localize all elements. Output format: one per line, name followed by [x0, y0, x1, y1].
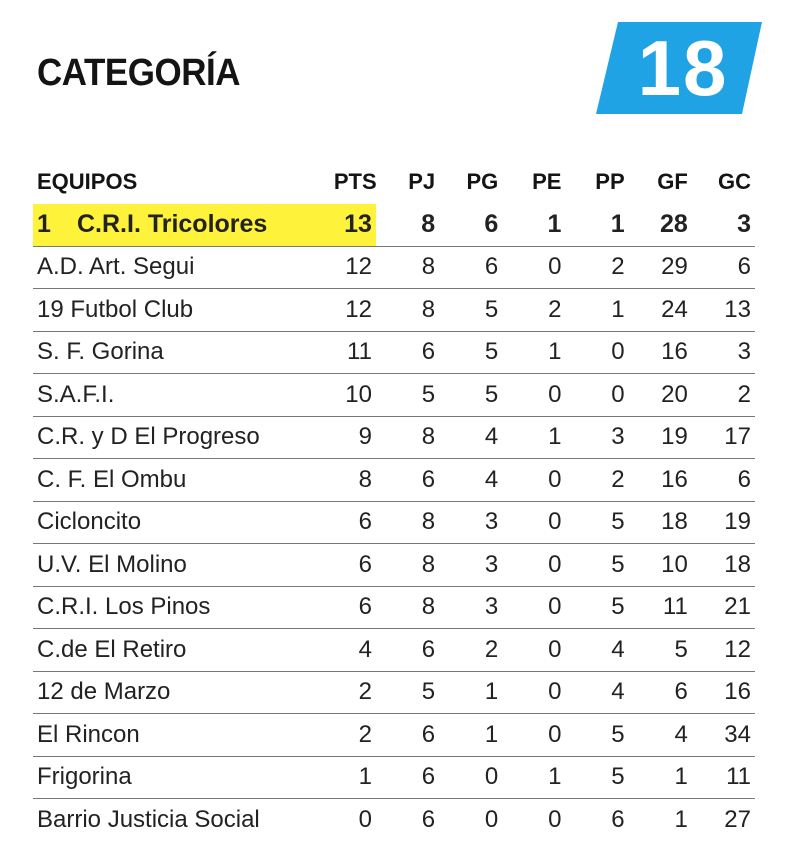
leader-team-name: C.R.I. Tricolores [77, 210, 268, 239]
stat-gc: 18 [692, 544, 755, 587]
table-row [33, 544, 755, 587]
leader-gc: 3 [737, 210, 751, 239]
stat-gc: 34 [692, 714, 755, 757]
stat-pj: 6 [376, 756, 439, 799]
stat-gf: 18 [629, 501, 692, 544]
stat-pts: 2 [334, 714, 376, 757]
stat-pg: 1 [439, 714, 502, 757]
category-number: 18 [637, 23, 729, 112]
stat-pe: 2 [502, 289, 565, 332]
table-row [33, 289, 755, 332]
stat-pg: 0 [439, 756, 502, 799]
page-title: CATEGORÍA [37, 52, 241, 94]
team-name: C.R. y D El Progreso [33, 416, 334, 459]
team-name: El Rincon [33, 714, 334, 757]
stat-gf: 6 [629, 671, 692, 714]
stat-pe: 0 [502, 246, 565, 289]
stat-gc: 2 [692, 374, 755, 417]
team-name: A.D. Art. Segui [33, 246, 334, 289]
stat-pj: 8 [376, 544, 439, 587]
stat-gc: 3 [692, 331, 755, 374]
leader-pg: 6 [484, 210, 499, 239]
leader-team-cell [33, 204, 334, 246]
team-name: 19 Futbol Club [33, 289, 334, 332]
stat-pe: 0 [502, 799, 565, 841]
table-row [33, 586, 755, 629]
stat-pts: 6 [334, 544, 376, 587]
stat-pj: 8 [376, 586, 439, 629]
table-row [33, 459, 755, 502]
stat-gc: 13 [692, 289, 755, 332]
stat-pj: 6 [376, 331, 439, 374]
stat-pp: 5 [565, 756, 628, 799]
table-row [33, 756, 755, 799]
stat-gc: 6 [692, 246, 755, 289]
stat-gc: 27 [692, 799, 755, 841]
stat-gf: 16 [629, 331, 692, 374]
stat-gc: 11 [692, 756, 755, 799]
header-pts: PTS [333, 169, 377, 194]
stat-pp: 0 [565, 331, 628, 374]
stat-gc: 16 [692, 671, 755, 714]
table-row [33, 671, 755, 714]
stat-gf: 1 [629, 756, 692, 799]
stat-pg: 5 [439, 374, 502, 417]
stat-pp: 2 [565, 459, 628, 502]
stat-pp: 5 [565, 714, 628, 757]
team-name: Cicloncito [33, 501, 334, 544]
table-row [33, 416, 755, 459]
stat-gf: 16 [629, 459, 692, 502]
stat-pg: 6 [439, 246, 502, 289]
stat-gc: 17 [692, 416, 755, 459]
stat-pg: 3 [439, 544, 502, 587]
header-pe: PE [532, 169, 562, 194]
stat-pts: 8 [334, 459, 376, 502]
stat-pp: 5 [565, 586, 628, 629]
stat-pg: 3 [439, 586, 502, 629]
stat-pp: 6 [565, 799, 628, 841]
stat-pts: 1 [334, 756, 376, 799]
stat-pe: 0 [502, 544, 565, 587]
stat-pp: 1 [565, 289, 628, 332]
stat-pts: 6 [334, 501, 376, 544]
stat-pp: 4 [565, 629, 628, 672]
stat-pts: 0 [334, 799, 376, 841]
stat-pts: 6 [334, 586, 376, 629]
team-name: C. F. El Ombu [33, 459, 334, 502]
team-name: C.R.I. Los Pinos [33, 586, 334, 629]
stat-gc: 21 [692, 586, 755, 629]
leader-row [33, 204, 755, 246]
stat-pe: 1 [502, 331, 565, 374]
stat-pp: 3 [565, 416, 628, 459]
table-row [33, 246, 755, 289]
stat-pe: 1 [502, 416, 565, 459]
stat-pg: 3 [439, 501, 502, 544]
team-name: U.V. El Molino [33, 544, 334, 587]
stat-pj: 6 [376, 714, 439, 757]
stat-pp: 0 [565, 374, 628, 417]
table-row [33, 374, 755, 417]
stat-gf: 20 [629, 374, 692, 417]
stat-pp: 5 [565, 501, 628, 544]
header-equipos: EQUIPOS [37, 169, 138, 194]
stat-gf: 5 [629, 629, 692, 672]
team-name: Frigorina [33, 756, 334, 799]
leader-pe: 1 [547, 210, 562, 239]
stat-gf: 1 [629, 799, 692, 841]
header-pp: PP [595, 169, 625, 194]
stat-pe: 0 [502, 586, 565, 629]
stat-pj: 8 [376, 246, 439, 289]
table-row [33, 629, 755, 672]
stat-pj: 5 [376, 374, 439, 417]
stat-pe: 0 [502, 501, 565, 544]
header-pj: PJ [408, 169, 436, 194]
stat-gf: 11 [629, 586, 692, 629]
stat-gc: 6 [692, 459, 755, 502]
stat-pg: 5 [439, 331, 502, 374]
stat-pg: 1 [439, 671, 502, 714]
header-gc: GC [718, 169, 751, 194]
stat-pts: 9 [334, 416, 376, 459]
header-row [33, 160, 755, 204]
stat-pg: 5 [439, 289, 502, 332]
stat-pg: 0 [439, 799, 502, 841]
team-name: 12 de Marzo [33, 671, 334, 714]
stat-gc: 12 [692, 629, 755, 672]
stat-pe: 0 [502, 374, 565, 417]
stat-pg: 4 [439, 459, 502, 502]
stat-pj: 5 [376, 671, 439, 714]
leader-gf: 28 [659, 210, 688, 239]
stat-gf: 19 [629, 416, 692, 459]
table-row [33, 501, 755, 544]
stat-pts: 11 [334, 331, 376, 374]
stat-pts: 10 [334, 374, 376, 417]
team-name: C.de El Retiro [33, 629, 334, 672]
leader-pj: 8 [421, 210, 436, 239]
team-name: S.A.F.I. [33, 374, 334, 417]
stat-pts: 2 [334, 671, 376, 714]
stat-pg: 2 [439, 629, 502, 672]
stat-pg: 4 [439, 416, 502, 459]
leader-rank: 1 [37, 210, 51, 239]
stat-pts: 12 [334, 289, 376, 332]
table-row [33, 714, 755, 757]
stat-pts: 4 [334, 629, 376, 672]
leader-pts: 13 [334, 204, 376, 246]
stat-gf: 24 [629, 289, 692, 332]
stat-gc: 19 [692, 501, 755, 544]
stat-pts: 12 [334, 246, 376, 289]
table-row [33, 331, 755, 374]
stat-pe: 1 [502, 756, 565, 799]
stat-pe: 0 [502, 714, 565, 757]
header-pg: PG [466, 169, 499, 194]
header-gf: GF [657, 169, 688, 194]
stat-pj: 8 [376, 501, 439, 544]
stat-pp: 5 [565, 544, 628, 587]
team-name: Barrio Justicia Social [33, 799, 334, 841]
stat-pj: 8 [376, 416, 439, 459]
stat-gf: 4 [629, 714, 692, 757]
stat-pp: 4 [565, 671, 628, 714]
stat-pj: 8 [376, 289, 439, 332]
leader-pp: 1 [610, 210, 625, 239]
stat-pj: 6 [376, 799, 439, 841]
standings-table [33, 160, 755, 841]
team-name: S. F. Gorina [33, 331, 334, 374]
category-badge [596, 22, 762, 114]
stat-pe: 0 [502, 671, 565, 714]
stat-gf: 10 [629, 544, 692, 587]
stat-pp: 2 [565, 246, 628, 289]
table-row [33, 799, 755, 841]
stat-pj: 6 [376, 459, 439, 502]
stat-pe: 0 [502, 629, 565, 672]
stat-pj: 6 [376, 629, 439, 672]
stat-gf: 29 [629, 246, 692, 289]
stat-pe: 0 [502, 459, 565, 502]
